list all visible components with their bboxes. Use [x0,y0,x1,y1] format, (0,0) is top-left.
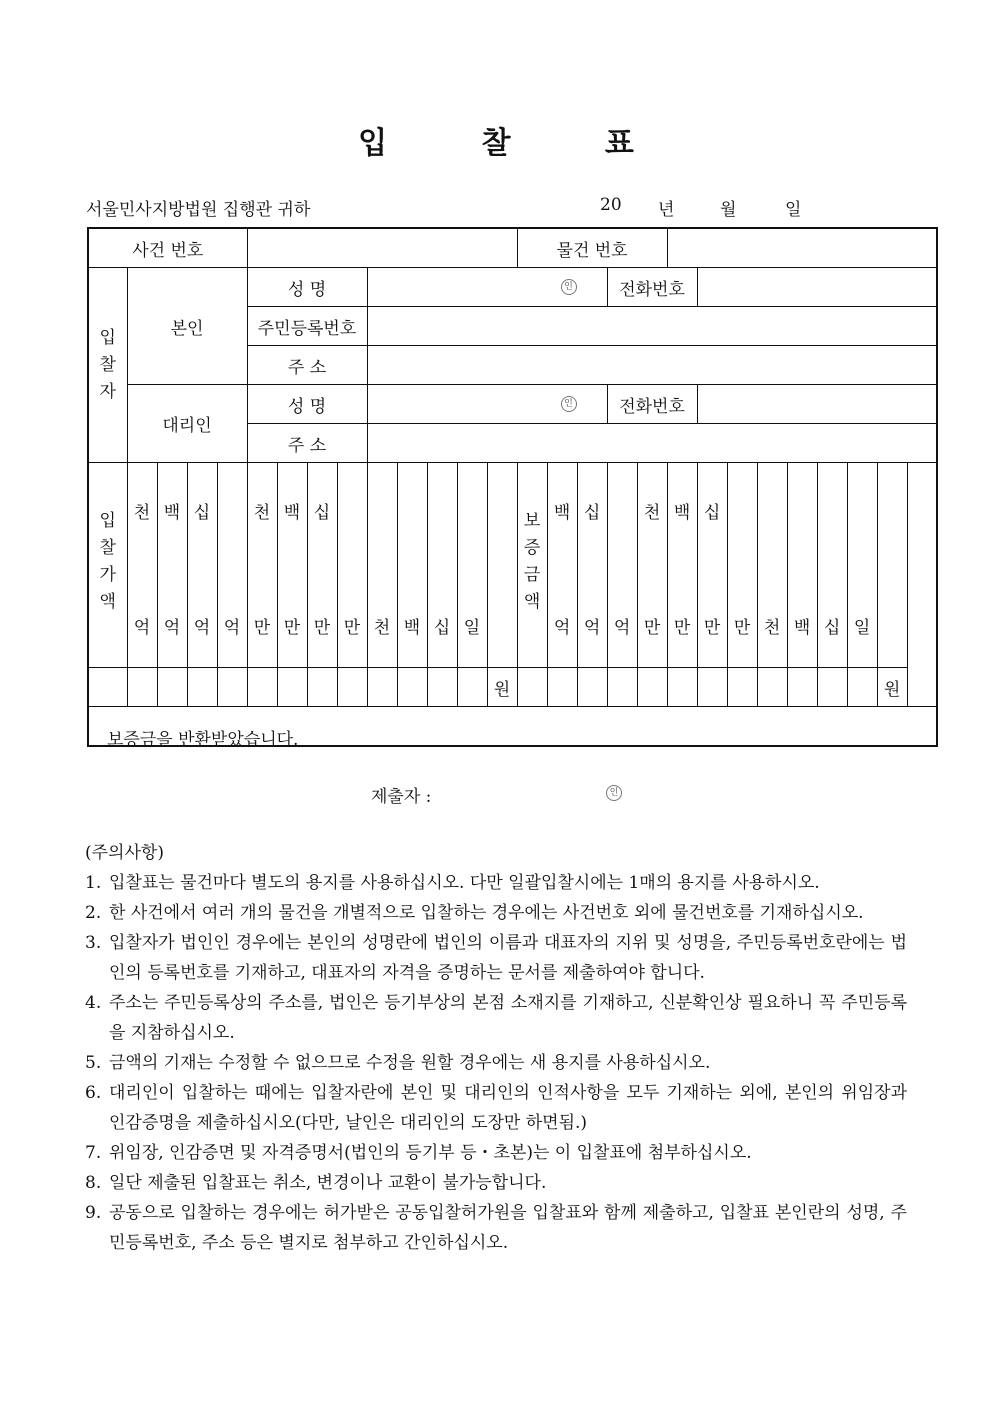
principal-address-label: 주 소 [247,346,367,385]
unit-bottom-label: 만 [283,618,301,638]
bid-digit-field[interactable] [337,668,367,707]
deposit-digit-field[interactable] [637,668,667,707]
unit-bottom-label: 억 [163,618,181,638]
principal-rrn-label: 주민등록번호 [247,307,367,346]
page-title: 입 찰 표 [358,126,676,161]
bid-unit-column [397,463,427,668]
note-text: 대리인이 입찰하는 때에는 입찰자란에 본인 및 대리인의 인적사항을 모두 기재하는 외에, 본인의 위임장과 인감증명을 제출하십시오(다만, 날인은 대리인의 도장만 하면됨.) [109,1083,907,1133]
deposit-unit-column [757,463,787,668]
bid-unit-column [277,463,307,668]
unit-bottom-label: 억 [553,618,571,638]
agent-label: 대리인 [127,385,247,463]
bid-unit-column [307,463,337,668]
note-text: 위임장, 인감증면 및 자격증명서(법인의 등기부 등・초본)는 이 입찰표에 첨부하십시오. [109,1143,752,1163]
unit-bottom-label: 만 [733,618,751,638]
bid-unit-column [427,463,457,668]
note-text: 입찰표는 물건마다 별도의 용지를 사용하십시오. 다만 일괄입찰시에는 1매의 용지를 사용하시오. [109,873,820,893]
deposit-unit-column [637,463,667,668]
note-number: 7. [85,1143,102,1163]
principal-label: 본인 [127,268,247,385]
unit-top-label: 천 [133,503,151,523]
note-item [85,898,907,928]
deposit-won-spacer [877,463,907,668]
note-text: 공동으로 입찰하는 경우에는 허가받은 공동입찰허가원을 입찰표와 함께 제출하고, 입찰표 본인란의 성명, 주민등록번호, 주소 등은 별지로 첨부하고 간인하십시오. [109,1203,907,1253]
bid-digit-field[interactable] [127,668,157,707]
deposit-unit-column [577,463,607,668]
unit-bottom-label: 만 [343,618,361,638]
deposit-digit-field[interactable] [817,668,847,707]
unit-top-label: 백 [163,503,181,523]
unit-bottom-label: 백 [403,618,421,638]
note-item [85,868,907,898]
unit-bottom-label: 일 [853,618,871,638]
unit-bottom-label: 만 [313,618,331,638]
bid-amount-label: 입 찰 가 액 [88,463,127,668]
deposit-digit-field[interactable] [757,668,787,707]
deposit-amount-label: 보 증 금 액 [517,463,547,668]
note-item [85,1198,907,1258]
unit-bottom-label: 만 [643,618,661,638]
seal-icon: 인 [606,785,622,801]
unit-top-label: 백 [673,503,691,523]
deposit-digit-field[interactable] [577,668,607,707]
note-text: 한 사건에서 여러 개의 물건을 개별적으로 입찰하는 경우에는 사건번호 외에 물건번호를 기재하십시오. [109,903,864,923]
deposit-digit-field[interactable] [607,668,637,707]
case-number-field[interactable] [247,228,517,268]
deposit-digit-field[interactable] [787,668,817,707]
note-number: 6. [85,1083,102,1103]
bid-digit-field[interactable] [307,668,337,707]
note-text: 주소는 주민등록상의 주소를, 법인은 등기부상의 본점 소재지를 기재하고, 신분확인상 필요하니 꼭 주민등록을 지참하십시오. [109,993,907,1043]
note-text: 입찰자가 법인인 경우에는 본인의 성명란에 법인의 이름과 대표자의 지위 및 성명을, 주민등록번호란에는 법인의 등록번호를 기재하고, 대표자의 자격을 증명하는 문서를 제출하여야 합니다. [109,933,907,983]
note-number: 8. [85,1173,102,1193]
deposit-unit-column [817,463,847,668]
unit-bottom-label: 백 [793,618,811,638]
unit-bottom-label: 십 [823,618,841,638]
deposit-unit-column [667,463,697,668]
agent-phone-label: 전화번호 [607,385,697,424]
bid-unit-column [157,463,187,668]
agent-name-field[interactable] [367,385,607,424]
principal-name-label: 성 명 [247,268,367,307]
note-item [85,928,907,988]
deposit-digit-field[interactable] [697,668,727,707]
bid-unit-column [457,463,487,668]
note-item [85,1168,907,1198]
note-number: 2. [85,903,102,923]
note-item [85,1048,907,1078]
deposit-digit-field[interactable] [547,668,577,707]
deposit-unit-column [697,463,727,668]
bid-unit-column [127,463,157,668]
bid-digit-field[interactable] [217,668,247,707]
bid-digit-field[interactable] [457,668,487,707]
agent-address-label: 주 소 [247,424,367,463]
principal-phone-label: 전화번호 [607,268,697,307]
deposit-amount-blank[interactable] [517,668,547,707]
court-addressee: 서울민사지방법원 집행관 귀하 [86,200,311,220]
note-item [85,1138,907,1168]
note-item [85,988,907,1048]
unit-top-label: 천 [253,503,271,523]
unit-top-label: 백 [553,503,571,523]
unit-bottom-label: 만 [253,618,271,638]
bid-amount-blank[interactable] [88,668,127,707]
unit-bottom-label: 일 [463,618,481,638]
bid-unit-column [187,463,217,668]
principal-rrn-field[interactable] [367,307,937,346]
unit-bottom-label: 만 [703,618,721,638]
note-item [85,1078,907,1138]
deposit-digit-field[interactable] [727,668,757,707]
principal-address-field[interactable] [367,346,937,385]
deposit-unit-column [787,463,817,668]
bid-form-table [87,227,938,807]
unit-bottom-label: 억 [613,618,631,638]
principal-name-field[interactable] [367,268,607,307]
deposit-unit-column [547,463,577,668]
deposit-return-section [88,707,937,807]
deposit-unit-column [607,463,637,668]
item-number-field[interactable] [667,228,937,268]
unit-bottom-label: 십 [433,618,451,638]
deposit-digit-field[interactable] [847,668,877,707]
bid-unit-column [247,463,277,668]
agent-name-label: 성 명 [247,385,367,424]
bid-digit-field[interactable] [277,668,307,707]
bid-won-spacer [487,463,517,668]
note-number: 5. [85,1053,102,1073]
date-prefix: 20 [600,195,622,215]
agent-address-field[interactable] [367,424,937,463]
note-text: 금액의 기재는 수정할 수 없으므로 수정을 원할 경우에는 새 용지를 사용하십시오. [109,1053,711,1073]
notes-section [85,838,907,1258]
unit-top-label: 십 [703,503,721,523]
bid-unit-column [367,463,397,668]
date-day: 일 [785,200,802,220]
bid-digit-field[interactable] [427,668,457,707]
bidder-label: 입 찰 자 [88,268,127,463]
deposit-won-label: 원 [877,668,907,707]
submitter-label: 제출자 : [371,787,432,807]
unit-bottom-label: 천 [373,618,391,638]
unit-top-label: 백 [283,503,301,523]
date-month: 월 [720,200,737,220]
bid-digit-field[interactable] [397,668,427,707]
unit-top-label: 천 [643,503,661,523]
seal-icon: 인 [561,279,577,295]
seal-icon: 인 [561,396,577,412]
deposit-unit-column [847,463,877,668]
bid-digit-field[interactable] [187,668,217,707]
unit-top-label: 십 [193,503,211,523]
unit-top-label: 십 [313,503,331,523]
bid-unit-column [217,463,247,668]
note-number: 9. [85,1203,102,1223]
date-year: 년 [658,200,675,220]
unit-bottom-label: 억 [583,618,601,638]
deposit-digit-field[interactable] [667,668,697,707]
deposit-return-message: 보증금을 반환받았습니다. [107,730,299,750]
bid-digit-field[interactable] [247,668,277,707]
unit-bottom-label: 억 [223,618,241,638]
unit-bottom-label: 억 [193,618,211,638]
unit-bottom-label: 만 [673,618,691,638]
agent-phone-field[interactable] [697,385,937,424]
note-text: 일단 제출된 입찰표는 취소, 변경이나 교환이 불가능합니다. [109,1173,547,1193]
case-number-label: 사건 번호 [88,228,247,268]
unit-bottom-label: 억 [133,618,151,638]
bid-digit-field[interactable] [367,668,397,707]
item-number-label: 물건 번호 [517,228,667,268]
note-number: 3. [85,933,102,953]
principal-phone-field[interactable] [697,268,937,307]
bid-unit-column [337,463,367,668]
unit-bottom-label: 천 [763,618,781,638]
notes-heading: (주의사항) [85,843,164,863]
bid-won-label: 원 [487,668,517,707]
bid-digit-field[interactable] [157,668,187,707]
note-number: 1. [85,873,102,893]
unit-top-label: 십 [583,503,601,523]
deposit-unit-column [727,463,757,668]
note-number: 4. [85,993,102,1013]
